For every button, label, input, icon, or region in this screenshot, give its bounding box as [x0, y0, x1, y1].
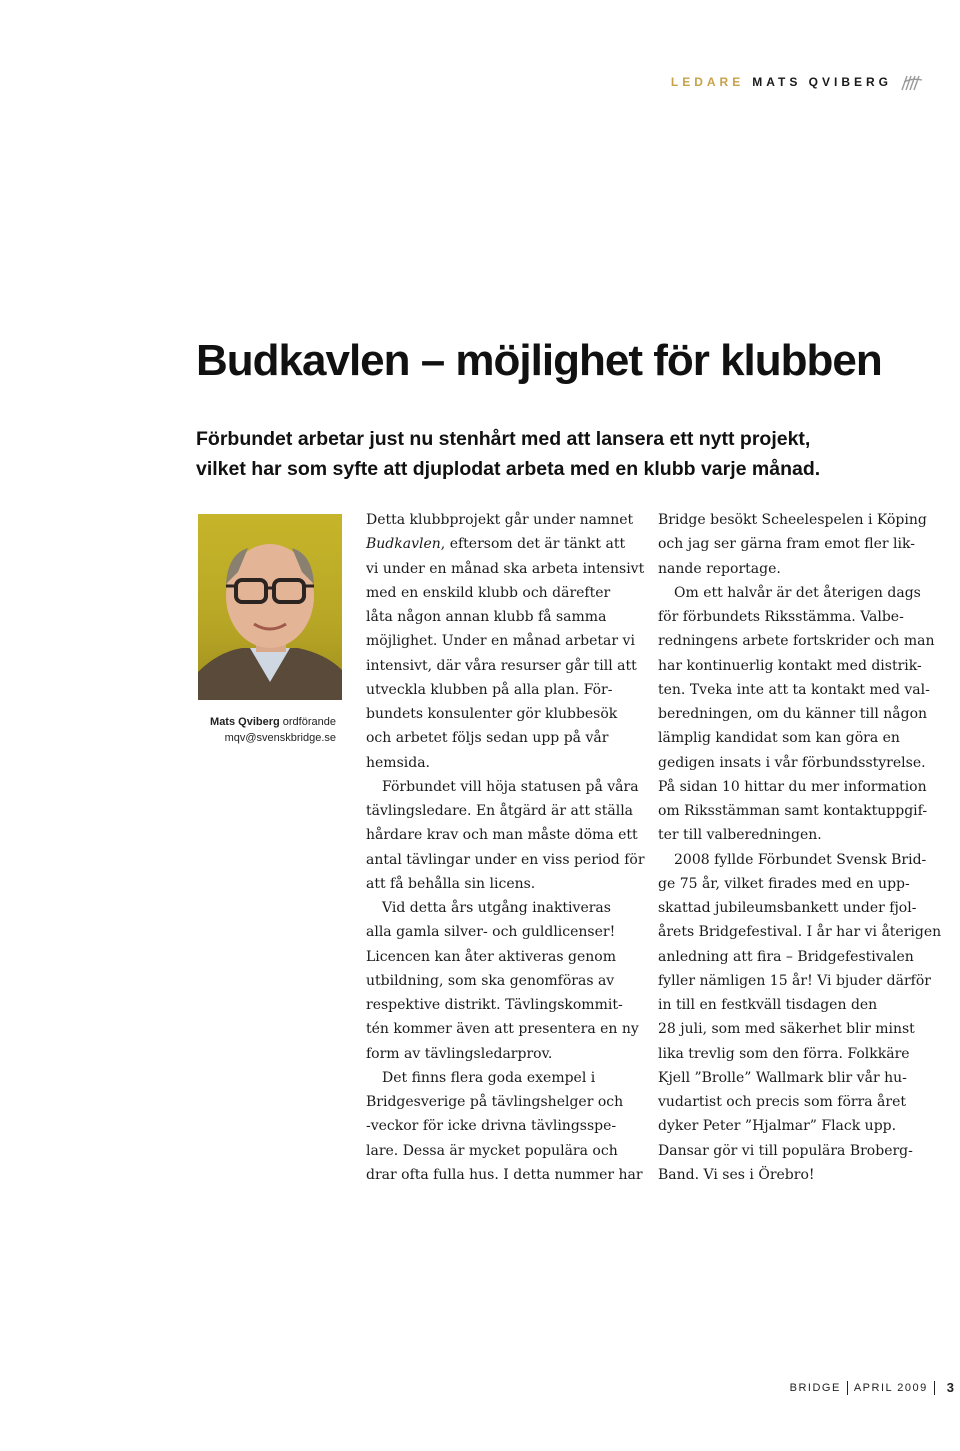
- text-line: Licencen kan åter aktiveras genom: [366, 948, 616, 965]
- text-line: nande reportage.: [658, 560, 781, 577]
- author-email: mqv@svenskbridge.se: [224, 732, 336, 744]
- page-number: 3: [946, 1380, 954, 1395]
- text-line: Band. Vi ses i Örebro!: [658, 1166, 815, 1183]
- budkavlen-italic: Budkavlen: [366, 536, 441, 553]
- text-line: och arbetet följs sedan upp på vår: [366, 730, 609, 747]
- text-line: Kjell ”Brolle” Wallmark blir vår hu-: [658, 1069, 907, 1086]
- text-line: Bridge besökt Scheelespelen i Köping: [658, 512, 927, 528]
- text-line: Dansar gör vi till populära Broberg-: [658, 1142, 913, 1159]
- author-caption: [190, 714, 336, 746]
- author-role: ordförande: [282, 716, 336, 728]
- text-line: 2008 fyllde Förbundet Svensk Brid-: [674, 851, 927, 868]
- author-name: Mats Qviberg: [210, 716, 280, 728]
- text-line: för förbundets Riksstämma. Valbe-: [658, 609, 904, 625]
- text-line: beredningen, om du känner till någon: [658, 706, 928, 722]
- body-column-2: [658, 508, 942, 1187]
- text-line: Om ett halvår är det återigen dags: [674, 584, 921, 601]
- caption-name-line: [190, 714, 336, 730]
- text-line: ten. Tveka inte att ta kontakt med val-: [658, 681, 930, 698]
- lede-line: Förbundet arbetar just nu stenhårt med att lansera ett nytt projekt,: [196, 428, 811, 450]
- section-kicker: LEDARE: [670, 75, 745, 89]
- text-line: På sidan 10 hittar du mer information: [658, 778, 927, 795]
- text-line: med en enskild klubb och därefter: [366, 584, 611, 601]
- text-line: utbildning, som ska genomföras av: [366, 972, 615, 989]
- text-line: gedigen insats i vår förbundsstyrelse.: [658, 754, 926, 771]
- text-line: bundets konsulenter gör klubbesök: [366, 706, 618, 722]
- text-line: in till en festkväll tisdagen den: [658, 997, 878, 1013]
- text-line: -veckor för icke drivna tävlingsspe-: [366, 1118, 617, 1135]
- text-line: ter till valberedningen.: [658, 827, 822, 844]
- text-line: Vid detta års utgång inaktiveras: [382, 900, 611, 916]
- text-line: Bridgesverige på tävlingshelger och: [366, 1094, 624, 1110]
- text-line: ge 75 år, vilket firades med en upp-: [658, 875, 910, 892]
- text-line: drar ofta fulla hus. I detta nummer har: [366, 1166, 643, 1183]
- text-line: och jag ser gärna fram emot fler lik-: [658, 536, 915, 553]
- text-line: Förbundet vill höja statusen på våra: [382, 778, 639, 795]
- text-line: lare. Dessa är mycket populära och: [366, 1142, 618, 1159]
- page-footer: [790, 1380, 954, 1395]
- lede-line: vilket har som syfte att djuplodat arbeta med en klubb varje månad.: [196, 458, 821, 480]
- text-line: hemsida.: [366, 754, 430, 771]
- running-header: [671, 72, 924, 92]
- footer-divider: [847, 1381, 848, 1395]
- text-line: låta någon annan klubb få samma: [366, 609, 607, 625]
- text-line: om Riksstämman samt kontaktuppgif-: [658, 803, 928, 819]
- text-line: 28 juli, som med säkerhet blir minst: [658, 1021, 915, 1038]
- magazine-name: BRIDGE: [789, 1381, 841, 1394]
- text-line: tén kommer även att presentera en ny: [366, 1021, 639, 1038]
- text-line: fyller nämligen 15 år! Vi bjuder därför: [658, 972, 931, 989]
- text-line: alla gamla silver- och guldlicenser!: [366, 924, 616, 941]
- article-title: Budkavlen – möjlighet för klubben: [196, 336, 882, 385]
- text-line: årets Bridgefestival. I år har vi återigen: [658, 924, 942, 941]
- text-line: anledning att fira – Bridgefestivalen: [658, 948, 914, 965]
- header-author: MATS QVIBERG: [752, 75, 892, 89]
- text-line: hårdare krav och man måste döma ett: [366, 827, 638, 844]
- text-line: vi under en månad ska arbeta intensivt: [366, 560, 645, 577]
- text-line: att få behålla sin licens.: [366, 875, 536, 892]
- text-line: lämplig kandidat som kan göra en: [658, 730, 900, 747]
- article-lede: [196, 424, 856, 484]
- text-line: redningens arbete fortskrider och man: [658, 633, 935, 650]
- text-line: har kontinuerlig kontakt med distrik-: [658, 657, 922, 674]
- footer-divider: [934, 1381, 935, 1395]
- text-line: antal tävlingar under en viss period för: [366, 851, 645, 868]
- bridge-logo-icon: [900, 72, 924, 92]
- text-line: vudartist och precis som förra året: [658, 1094, 907, 1110]
- body-column-1: [366, 508, 644, 1187]
- issue-date: APRIL 2009: [853, 1381, 928, 1394]
- author-photo: [198, 514, 342, 700]
- text-line: Det finns flera goda exempel i: [382, 1069, 596, 1086]
- text-line: utveckla klubben på alla plan. För-: [366, 681, 613, 698]
- text-line: skattad jubileumsbankett under fjol-: [658, 900, 917, 916]
- text-line: tävlingsledare. En åtgärd är att ställa: [366, 803, 634, 819]
- text-line: intensivt, där våra resurser går till att: [366, 657, 637, 674]
- text-line: dyker Peter ”Hjalmar” Flack upp.: [658, 1118, 897, 1135]
- text-line: form av tävlingsledarprov.: [366, 1045, 553, 1062]
- text-line: Budkavlen, eftersom det är tänkt att: [366, 536, 626, 553]
- text-line: möjlighet. Under en månad arbetar vi: [366, 633, 635, 650]
- text-line: Detta klubbprojekt går under namnet: [366, 512, 634, 528]
- text-line: respektive distrikt. Tävlingskommit-: [366, 997, 623, 1013]
- text-line: lika trevlig som den förra. Folkkäre: [658, 1045, 910, 1062]
